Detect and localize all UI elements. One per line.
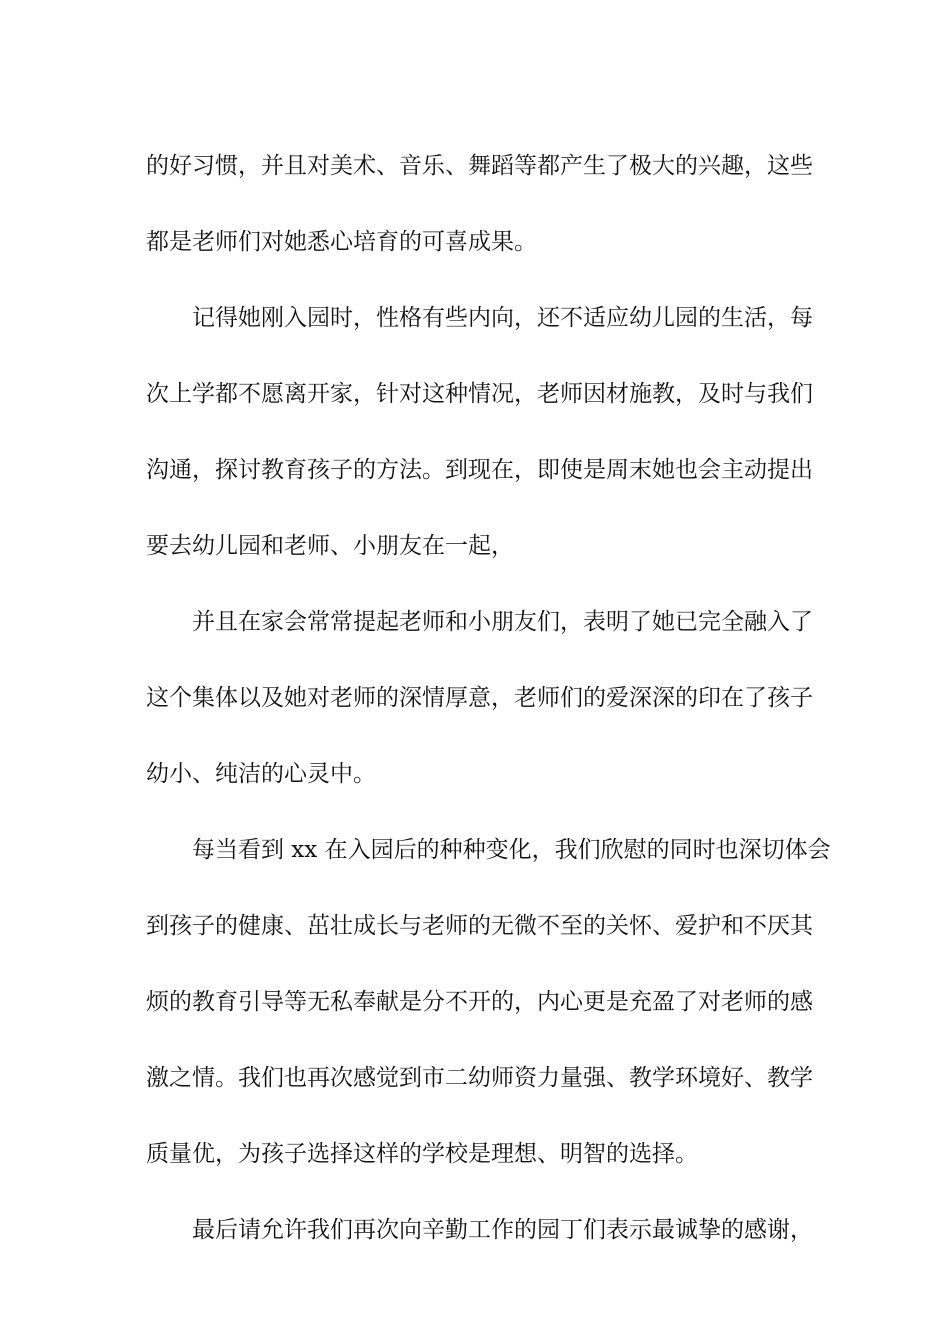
text-line: 到孩子的健康、茁壮成长与老师的无微不至的关怀、爱护和不厌其	[146, 913, 813, 939]
text-line: 并且在家会常常提起老师和小朋友们，表明了她已完全融入了	[192, 609, 813, 635]
text-line: 这个集体以及她对老师的深情厚意，老师们的爱深深的印在了孩子	[146, 685, 813, 711]
text-line: 幼小、纯洁的心灵中。	[146, 761, 376, 787]
text-line: 记得她刚入园时，性格有些内向，还不适应幼儿园的生活，每	[192, 305, 813, 331]
document-body	[146, 128, 831, 1268]
text-line: 的好习惯，并且对美术、音乐、舞蹈等都产生了极大的兴趣，这些	[146, 153, 813, 179]
text-line: 激之情。我们也再次感觉到市二幼师资力量强、教学环境好、教学	[146, 1065, 813, 1091]
text-line: 最后请允许我们再次向辛勤工作的园丁们表示最诚挚的感谢，	[192, 1217, 813, 1243]
text-line: 要去幼儿园和老师、小朋友在一起，	[146, 533, 514, 559]
text-line: 每当看到 xx 在入园后的种种变化，我们欣慰的同时也深切体会	[192, 837, 831, 863]
text-line: 沟通，探讨教育孩子的方法。到现在，即使是周末她也会主动提出	[146, 457, 813, 483]
text-line: 都是老师们对她悉心培育的可喜成果。	[146, 229, 537, 255]
text-line: 烦的教育引导等无私奉献是分不开的，内心更是充盈了对老师的感	[146, 989, 813, 1015]
text-line: 质量优，为孩子选择这样的学校是理想、明智的选择。	[146, 1141, 698, 1167]
text-line: 次上学都不愿离开家，针对这种情况，老师因材施教，及时与我们	[146, 381, 813, 407]
